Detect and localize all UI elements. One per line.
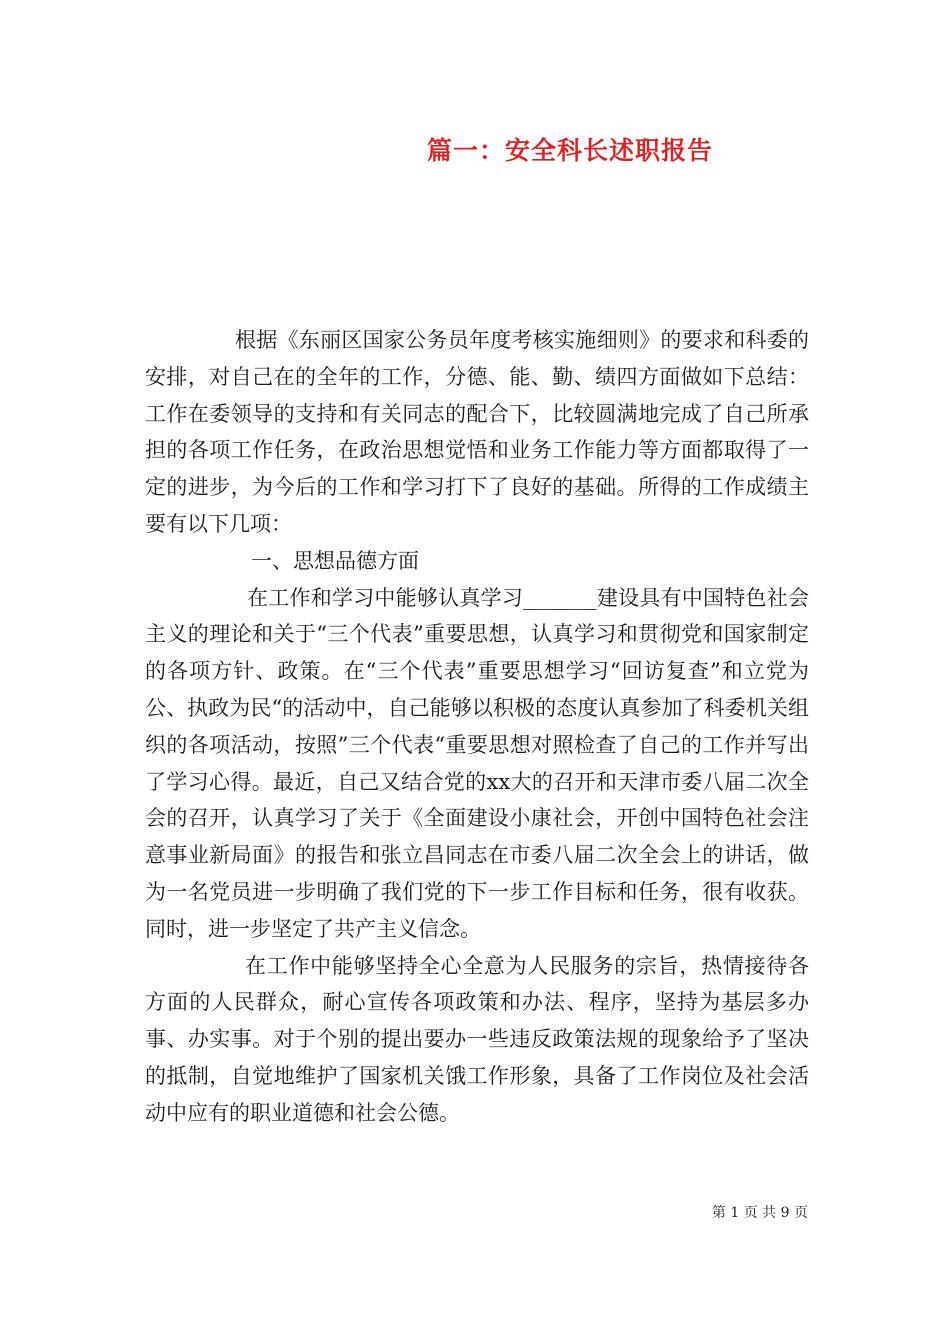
section-heading-ideology: 一、思想品德方面 [251,548,419,573]
paragraph-study: 在工作和学习中能够认真学习_______建设具有中国特色社会主义的理论和关于“三个代表”重要思想，认真学习和贯彻党和国家制定的各项方针、政策。在“三个代表”重要思想学习“回访复查”和立党为公、执政为民“的活动中，自己能够以积极的态度认真参加了科委机关组织的各项活动，按照”三个代表“重要思想对照检查了自己的工作并写出了学习心得。最近，自己又结合党的xx大的召开和天津市委八届二次全会的召开，认真学习了关于《全面建设小康社会，开创中国特色社会注意事业新局面》的报告和张立昌同志在市委八届二次全会上的讲话，做为一名党员进一步明确了我们党的下一步工作目标和任务，很有收获。同时，进一步坚定了共产主义信念。 [145,585,809,941]
document-body [145,322,809,1132]
document-title: 篇一：安全科长述职报告 [426,136,713,165]
paragraph-service: 在工作中能够坚持全心全意为人民服务的宗旨，热情接待各方面的人民群众，耐心宣传各项政策和办法、程序，坚持为基层多办事、办实事。对于个别的提出要办一些违反政策法规的现象给予了坚决的抵制，自觉地维护了国家机关饿工作形象，具备了工作岗位及社会活动中应有的职业道德和社会公德。 [145,953,809,1125]
paragraph-intro: 根据《东丽区国家公务员年度考核实施细则》的要求和科委的安排，对自己在的全年的工作，分德、能、勤、绩四方面做如下总结：工作在委领导的支持和有关同志的配合下，比较圆满地完成了自己所承担的各项工作任务，在政治思想觉悟和业务工作能力等方面都取得了一定的进步，为今后的工作和学习打下了良好的基础。所得的工作成绩主要有以下几项： [145,328,809,536]
page-number-footer: 第 1 页 共 9 页 [711,1205,808,1221]
